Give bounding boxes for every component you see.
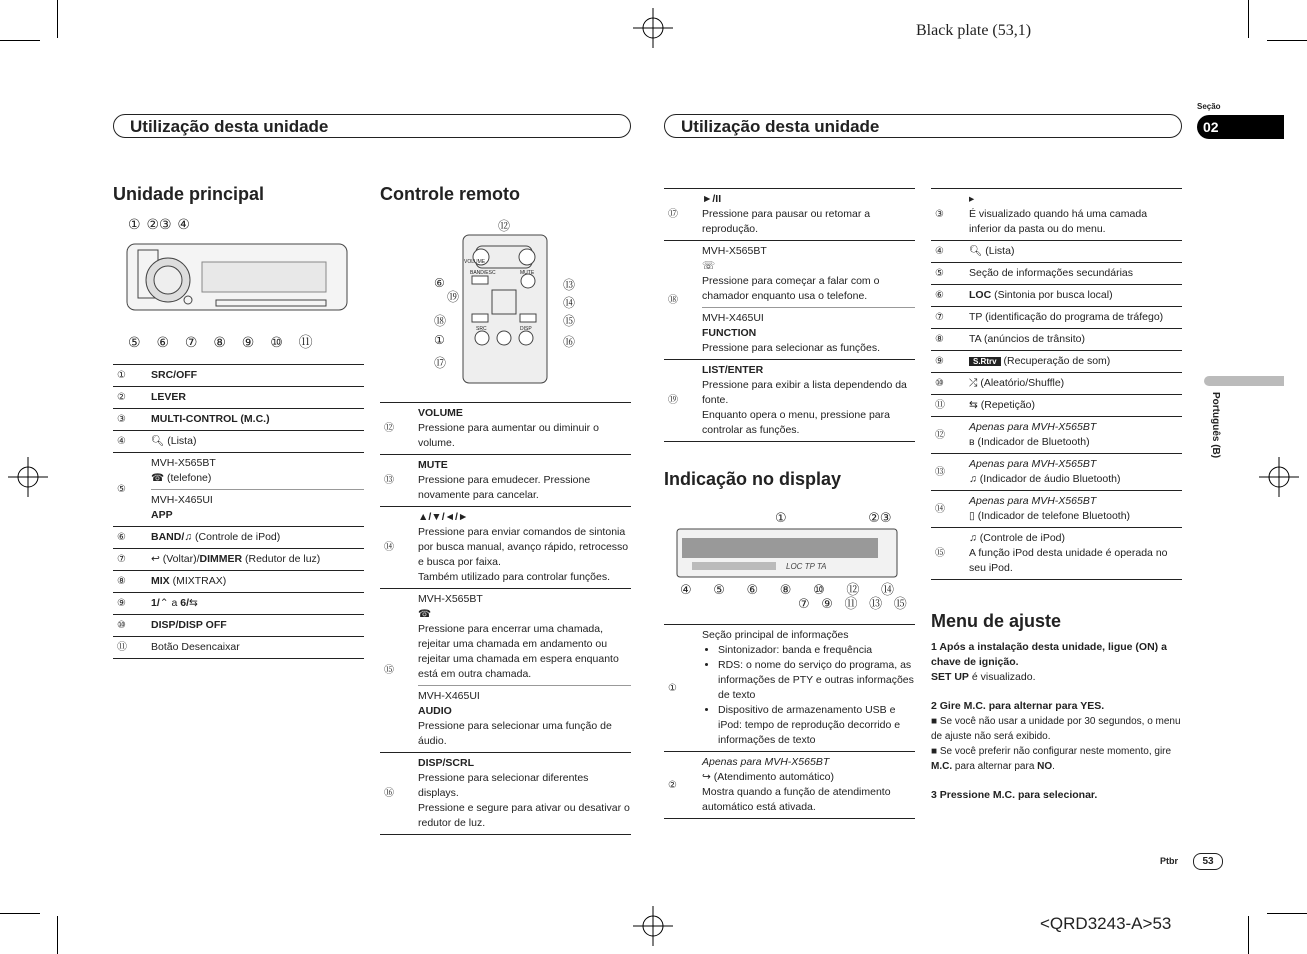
- registration-mark: [633, 8, 673, 48]
- remote-disp-label: DISP: [520, 326, 532, 332]
- repeat-icon: ⇆: [969, 399, 978, 411]
- unit-bottom-labels: ⑤ ⑥ ⑦ ⑧ ⑨ ⑩ ⑪: [128, 334, 313, 350]
- callout: ⑲: [447, 290, 460, 304]
- page-number: 53: [1193, 853, 1223, 870]
- footer-lang: Ptbr: [1160, 856, 1178, 866]
- callout: ⑥: [434, 276, 445, 290]
- remote-table-cont: ⑰ ►/II Pressione para pausar ou retomar a reprodução. ⑱ MVH-X565BT ☏ Pressione para começar a falar com o chamador enquanto usa o telefone. MVH-X465UI FUNCTION Pressione para selecionar as funções. ⑲ LIST/ENTER Pressione para exibir a lista dependendo da fonte. Enquanto opera o menu, pressione para controlar as funções.: [664, 188, 915, 442]
- unit-table: ① SRC/OFF ② LEVER ③ MULTI-CONTROL (M.C.) ④ 🔍︎ (Lista) ⑤ MVH-X565BT ☎ (telefone) MVH-X465UI APP ⑥ BAND/♫ (Controle de iPod) ⑦ ↩ (Voltar)/DIMMER (Redutor de luz) ⑧ MIX (MIXTRAX) ⑨ 1/⌃ a 6/⇆ ⑩ DISP/DISP OFF ⑪ Botão Desencaixar: [113, 364, 364, 659]
- footer-code: <QRD3243-A>53: [1040, 914, 1172, 933]
- display-indicators: LOC TP TA: [786, 562, 827, 571]
- side-language: Português (B): [1210, 392, 1221, 459]
- hangup-icon: ☎: [418, 608, 432, 620]
- subfolder-icon: ▸: [969, 193, 975, 205]
- display-title: Indicação no display: [664, 469, 842, 489]
- search-icon: 🔍︎: [969, 245, 983, 257]
- remote-mute-label: MUTE: [520, 270, 535, 276]
- sound-retriever-badge: S.Rtrv: [969, 357, 1001, 366]
- phone-icon: ☏: [702, 260, 716, 272]
- section-header-right: Utilização desta unidade: [664, 114, 1182, 138]
- menu-steps: 1 Após a instalação desta unidade, ligue (ON) a chave de ignição. SET UP é visualizado. 2 Gire M.C. para alternar para YES. ■ Se você não usar a unidade por 30 segundos, o menu de ajuste não será exibido. ■ Se você preferir não configurar neste momento, gire M.C. para alternar para NO. 3 Pressione M.C. para selecionar.: [931, 641, 1181, 801]
- crop-mark: [57, 0, 58, 38]
- remote-illustration: [462, 234, 548, 384]
- crop-mark: [57, 916, 58, 954]
- shuffle-icon: ⤮: [969, 377, 978, 389]
- callout: ⑯: [563, 335, 576, 349]
- callout: ⑱: [434, 314, 447, 328]
- up-icon: ⌃: [159, 597, 169, 609]
- unidade-title: Unidade principal: [113, 184, 265, 204]
- mobile-phone-icon: ▯: [969, 510, 975, 522]
- callout: ⑭: [563, 296, 576, 310]
- secao-label: Seção: [1197, 102, 1221, 111]
- display-bottom-labels-1: ④ ⑤ ⑥ ⑧ ⑩ ⑫ ⑭: [680, 582, 894, 597]
- ipod-icon: ♫: [969, 532, 977, 544]
- music-note-icon: ♫: [969, 473, 977, 485]
- registration-mark: [633, 906, 673, 946]
- language-tab: [1204, 376, 1284, 386]
- phone-icon: ☎: [151, 472, 165, 484]
- search-icon: 🔍︎: [151, 435, 165, 447]
- remote-volume-label: VOLUME: [464, 259, 486, 265]
- callout: ①: [434, 333, 445, 347]
- back-icon: ↩: [151, 553, 160, 565]
- head-unit-illustration: [126, 236, 348, 328]
- remote-title: Controle remoto: [380, 184, 521, 204]
- display-bottom-labels-2: ⑦ ⑨ ⑪ ⑬ ⑮: [798, 596, 907, 611]
- callout: ⑬: [563, 278, 576, 292]
- unit-top-labels: ① ②③ ④: [128, 216, 190, 232]
- remote-src-label: SRC: [476, 326, 487, 332]
- auto-answer-icon: ↪: [702, 771, 711, 783]
- crop-mark: [1248, 0, 1249, 38]
- display-table-cont: ③ ▸ É visualizado quando há uma camada inferior da pasta ou do menu. ④ 🔍︎ (Lista) ⑤ Seção de informações secundárias ⑥ LOC (Sintonia por busca local) ⑦ TP (identificação do programa de tráfego) ⑧ TA (anúncios de trânsito) ⑨ S.Rtrv (Recuperação de som) ⑩ ⤮ (Aleatório/Shuffle) ⑪ ⇆ (Repetição) ⑫ Apenas para MVH-X565BT ʙ (Indicador de Bluetooth) ⑬ Apenas para MVH-X565BT ♫ (Indicador de áudio Bluetooth) ⑭ Apenas para MVH-X565BT ▯ (Indicador de telefone Bluetooth) ⑮ ♫ (Controle de iPod) A função iPod desta unidade é operada no seu iPod.: [931, 188, 1182, 580]
- crop-mark: [1267, 913, 1307, 914]
- callout: ⑫: [498, 219, 511, 233]
- black-plate-label: Black plate (53,1): [916, 22, 1032, 39]
- crop-mark: [0, 40, 40, 41]
- registration-mark: [1259, 457, 1299, 497]
- display-top-labels: ① ②③: [775, 510, 892, 525]
- callout: ⑰: [434, 356, 447, 370]
- callout: ⑮: [563, 314, 576, 328]
- remote-band-label: BAND/ESC: [470, 270, 496, 276]
- registration-mark: [8, 457, 48, 497]
- display-table: ① Seção principal de informações • Sintonizador: banda e frequência • RDS: o nome do serviço do programa, as informações de PTY e outras informações de texto • Dispositivo de armazenamento USB e iPod: tempo de reprodução decorrido e informações de texto ② Apenas para MVH-X565BT ↪ (Atendimento automático) Mostra quando a função de atendimento automático está ativada.: [664, 624, 915, 819]
- repeat-icon: ⇆: [189, 597, 198, 609]
- remote-table: ⑫ VOLUME Pressione para aumentar ou diminuir o volume. ⑬ MUTE Pressione para emudecer. Pressione novamente para cancelar. ⑭ ▲/▼/◄/► Pressione para enviar comandos de sintonia por busca manual, avanço rápido, retrocesso e busca por faixa. Também utilizado para controlar funções. ⑮ MVH-X565BT ☎ Pressione para encerrar uma chamada, rejeitar uma chamada em andamento ou rejeitar uma chamada em espera enquanto está em outra chamada. MVH-X465UI AUDIO Pressione para selecionar uma função de áudio. ⑯ DISP/SCRL Pressione para selecionar diferentes displays. Pressione e segure para ativar ou desativar o redutor de luz.: [380, 402, 631, 835]
- crop-mark: [0, 913, 40, 914]
- section-header-left: Utilização desta unidade: [113, 114, 631, 138]
- crop-mark: [1267, 40, 1307, 41]
- crop-mark: [1248, 916, 1249, 954]
- menu-title: Menu de ajuste: [931, 611, 1062, 631]
- ipod-icon: ♫: [184, 531, 193, 543]
- bluetooth-icon: ʙ: [969, 436, 975, 448]
- section-tab: 02: [1197, 115, 1284, 139]
